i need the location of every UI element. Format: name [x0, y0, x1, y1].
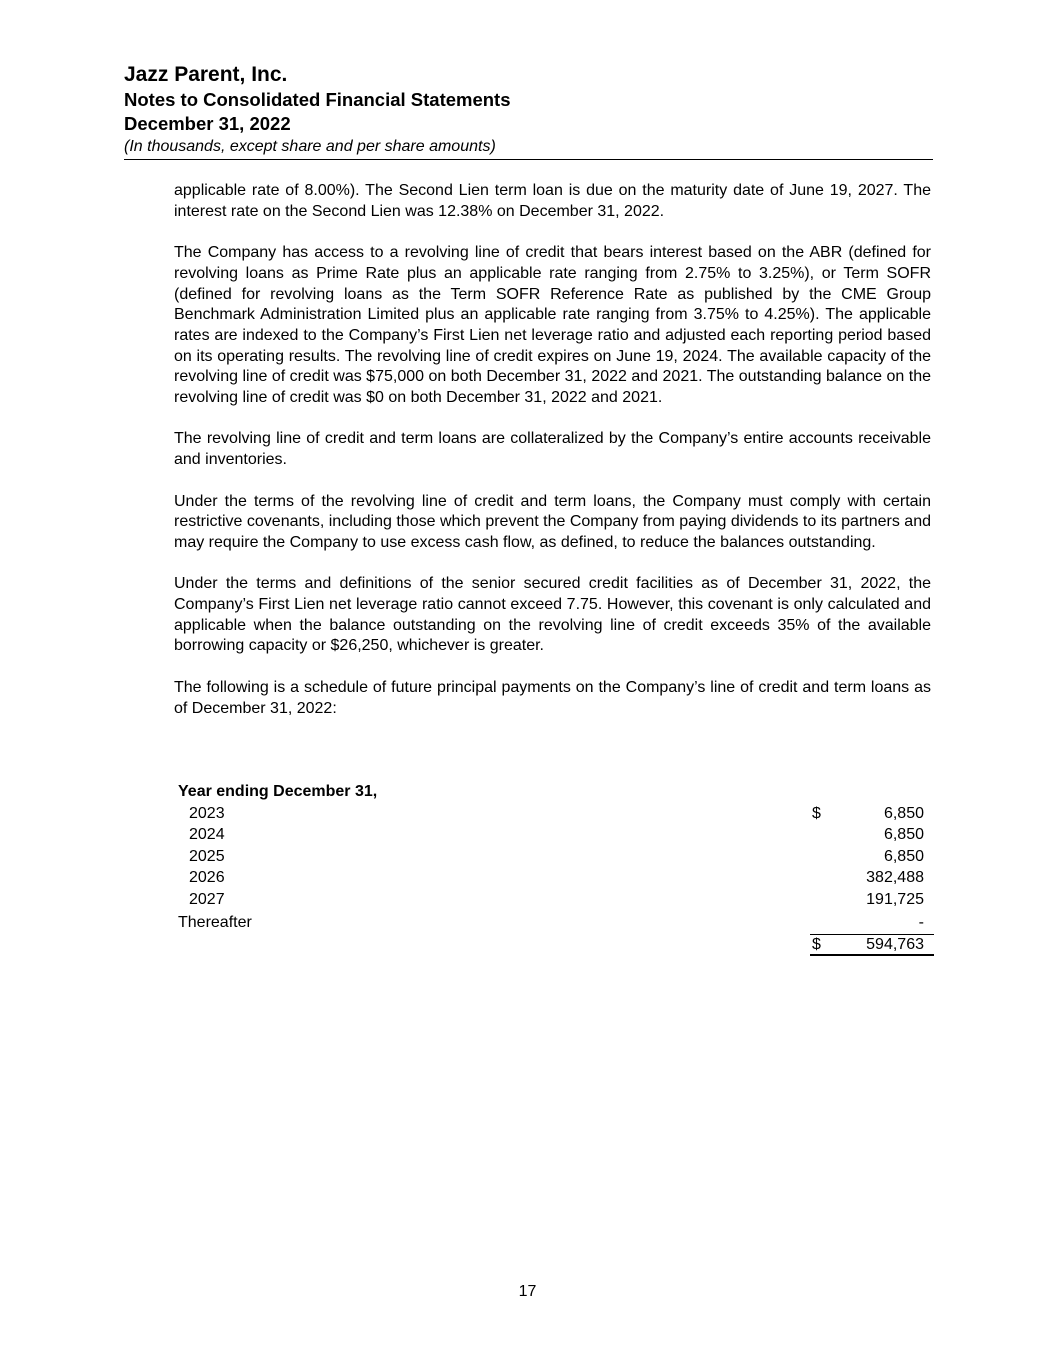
paragraph-revolving-credit: The Company has access to a revolving line of credit that bears interest based on the ABR (defined for revolving loans as Prime Rate plus an applicable rate ranging from 2.75% to 3.25%), or Term SOFR (defined for revolving loans as the Term SOFR Reference Rate as published by the CME Group Benchmark Administration Limited plus an applicable rate ranging from 3.75% to 4.25%). The applicable rates are indexed to the Company’s First Lien net leverage ratio and adjusted each reporting period based on its operating results. The revolving line of credit expires on June 19, 2024. The available capacity of the revolving line of credit was $75,000 on both December 31, 2022 and 2021. The outstanding balance on the revolving line of credit was $0 on both December 31, 2022 and 2021. [174, 244, 931, 407]
statement-date: December 31, 2022 [124, 113, 291, 134]
schedule-heading: Year ending December 31, [178, 783, 378, 800]
schedule-year: 2024 [189, 826, 225, 843]
thereafter-label: Thereafter [178, 914, 252, 931]
schedule-amount: 191,725 [866, 890, 924, 908]
schedule-amount: 6,850 [883, 826, 924, 843]
total-double-rule [810, 954, 934, 956]
schedule-year: 2027 [189, 890, 225, 908]
schedule-amount: 6,850 [883, 804, 924, 822]
schedule-amount: 6,850 [883, 847, 924, 865]
currency-symbol: $ [812, 804, 821, 822]
total-amount: 594,763 [866, 936, 924, 953]
schedule-row [178, 867, 934, 889]
document-title: Notes to Consolidated Financial Statements [124, 89, 511, 110]
principal-payment-schedule [178, 781, 934, 956]
page-number: 17 [518, 1283, 537, 1300]
schedule-row [178, 889, 934, 911]
schedule-year: 2025 [189, 847, 225, 865]
company-name: Jazz Parent, Inc. [124, 63, 288, 86]
schedule-row [178, 846, 934, 868]
schedule-row [178, 803, 934, 825]
notes-body [174, 181, 931, 740]
paragraph-schedule-intro: The following is a schedule of future principal payments on the Company’s line of credit and term loans as of December 31, 2022: [174, 678, 931, 717]
paragraph-collateral: The revolving line of credit and term loans are collateralized by the Company’s entire accounts receivable and inventories. [174, 430, 931, 469]
schedule-year: 2026 [189, 869, 225, 886]
paragraph-leverage-ratio: Under the terms and definitions of the senior secured credit facilities as of December 31, 2022, the Company’s First Lien net leverage ratio cannot exceed 7.75. However, this covenant is only calculated and applicable when the balance outstanding on the revolving line of credit exceeds 35% of the available borrowing capacity or $26,250, whichever is greater. [174, 575, 931, 655]
schedule-row-thereafter [178, 911, 934, 934]
schedule-total-row [178, 934, 934, 956]
paragraph-second-lien: applicable rate of 8.00%). The Second Lien term loan is due on the maturity date of June 19, 2027. The interest rate on the Second Lien was 12.38% on December 31, 2022. [174, 182, 931, 220]
document-header [124, 62, 933, 160]
units-note: (In thousands, except share and per share amounts) [124, 138, 496, 155]
schedule-amount: 382,488 [866, 869, 924, 886]
schedule-year: 2023 [189, 804, 225, 822]
currency-symbol: $ [812, 936, 821, 953]
schedule-row [178, 824, 934, 846]
paragraph-covenants: Under the terms of the revolving line of credit and term loans, the Company must comply with certain restrictive covenants, including those which prevent the Company from paying dividends to its partners and may require the Company to use excess cash flow, as defined, to reduce the balances outstanding. [174, 492, 931, 551]
thereafter-amount: - [918, 914, 924, 931]
